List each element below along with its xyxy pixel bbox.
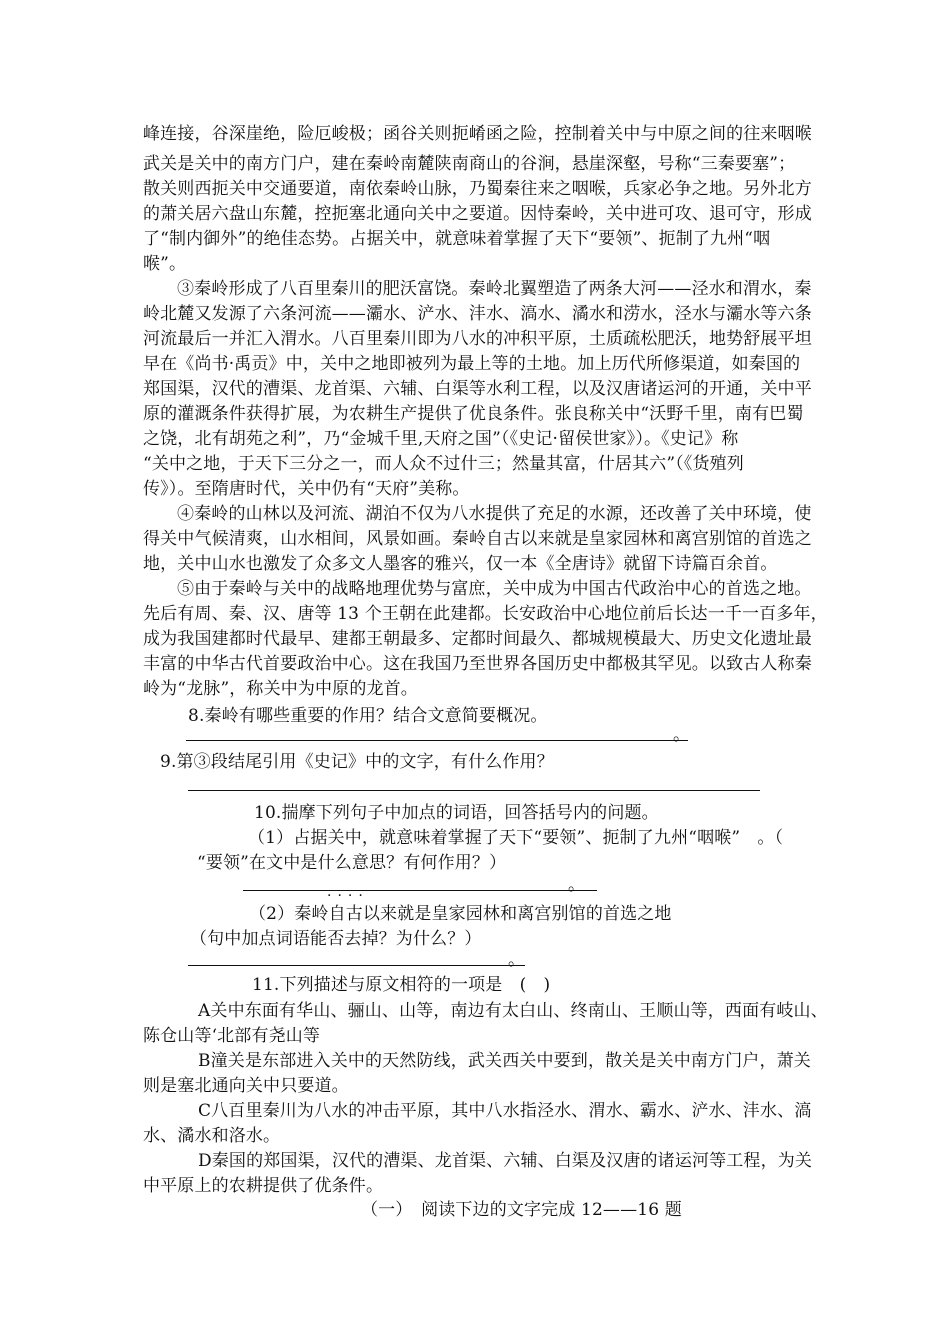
option-c-cont: 水、潏水和洛水。 [143, 1126, 281, 1146]
passage-line: 传》）。至隋唐时代，关中仍有“天府”美称。 [143, 479, 470, 499]
option-d: D秦国的郑国渠，汉代的漕渠、龙首渠、六辅、白渠及汉唐的诸运河等工程，为关 [198, 1151, 813, 1171]
question-11: 11.下列描述与原文相符的一项是 ( ) [252, 975, 551, 995]
passage-line: 早在《尚书·禹贡》中，关中之地即被列为最上等的土地。加上历代所修渠道，如秦国的 [143, 354, 801, 374]
answer-line-q10-2 [188, 965, 525, 966]
answer-line-end-mark: 。 [673, 725, 691, 745]
passage-line: 郑国渠，汉代的漕渠、龙首渠、六辅、白渠等水利工程，以及汉唐诸运河的开通，关中平 [143, 379, 812, 399]
emphasis-dots: ···· [327, 888, 369, 904]
passage-line: 地，关中山水也激发了众多文人墨客的雅兴，仅一本《全唐诗》就留下诗篇百余首。 [143, 554, 778, 574]
passage-line: ⑤由于秦岭与关中的战略地理优势与富庶，关中成为中国古代政治中心的首选之地。 [177, 579, 812, 599]
passage-line: 原的灌溉条件获得扩展，为农耕生产提供了优良条件。张良称关中“沃野千里，南有巴蜀 [143, 404, 804, 424]
answer-line-q10-1 [243, 890, 597, 891]
answer-line-q9 [188, 790, 760, 791]
passage-line: 成为我国建都时代最早、建都王朝最多、定都时间最久、都城规模最大、历史文化遗址最 [143, 629, 812, 649]
answer-line-q8 [186, 740, 688, 741]
passage-line: 河流最后一并汇入渭水。八百里秦川即为八水的冲积平原，土质疏松肥沃，地势舒展平坦 [143, 329, 812, 349]
passage-line: 岭北麓又发源了六条河流——灞水、浐水、沣水、滈水、潏水和涝水，泾水与灞水等六条 [143, 304, 812, 324]
question-10: 10.揣摩下列句子中加点的词语，回答括号内的问题。 [254, 803, 659, 823]
question-10-item-2-prompt: （句中加点词语能否去掉？为什么？） [190, 929, 482, 949]
passage-line: 散关则西扼关中交通要道，南依秦岭山脉，乃蜀秦往来之咽喉，兵家必争之地。另外北方 [143, 179, 812, 199]
passage-line: 喉”。 [143, 254, 187, 274]
section-heading: （一） 阅读下边的文字完成 12——16 题 [361, 1200, 682, 1220]
option-a-cont: 陈仓山等‘北部有尧山等 [143, 1026, 321, 1046]
question-10-item-2: （2）秦岭自古以来就是皇家园林和离宫别馆的首选之地 [249, 904, 672, 924]
question-10-item-1-prompt: “要领”在文中是什么意思？有何作用？） [197, 853, 507, 873]
option-b: B潼关是东部进入关中的天然防线，武关西关中要到，散关是关中南方门户，萧关 [198, 1051, 811, 1071]
option-b-cont: 则是塞北通向关中只要道。 [143, 1076, 349, 1096]
passage-line: 得关中气候清爽，山水相间，风景如画。秦岭自古以来就是皇家园林和离宫别馆的首选之 [143, 529, 812, 549]
passage-line: 武关是关中的南方门户，建在秦岭南麓陕南商山的谷涧，悬崖深壑，号称“三秦要塞”； [143, 154, 796, 174]
passage-line: 岭为“龙脉”，称关中为中原的龙首。 [143, 679, 418, 699]
question-8: 8.秦岭有哪些重要的作用？结合文意简要概况。 [188, 706, 548, 726]
option-d-cont: 中平原上的农耕提供了优条件。 [143, 1176, 384, 1196]
passage-line: 的萧关居六盘山东麓，控扼塞北通向关中之要道。因恃秦岭，关中进可攻、退可守，形成 [143, 204, 812, 224]
passage-line: ③秦岭形成了八百里秦川的肥沃富饶。秦岭北翼塑造了两条大河——泾水和渭水，秦 [177, 279, 812, 299]
passage-line: 先后有周、秦、汉、唐等 13 个王朝在此建都。长安政治中心地位前后长达一千一百多年， [143, 604, 828, 624]
option-a: A关中东面有华山、骊山、山等，南边有太白山、终南山、王顺山等，西面有岐山、 [198, 1001, 828, 1021]
passage-line: 丰富的中华古代首要政治中心。这在我国乃至世界各国历史中都极其罕见。以致古人称秦 [143, 654, 812, 674]
passage-line: 峰连接，谷深崖绝，险厄峻极；函谷关则扼崤函之险，控制着关中与中原之间的往来咽喉 [143, 124, 812, 144]
answer-line-end-mark: 。 [568, 875, 586, 895]
answer-line-end-mark: 。 [508, 950, 526, 970]
passage-line: “关中之地，于天下三分之一，而人众不过什三；然量其富，什居其六”（《货殖列 [143, 454, 744, 474]
passage-line: 了“制内御外”的绝佳态势。占据关中，就意味着掌握了天下“要领”、扼制了九州“咽 [143, 229, 771, 249]
question-9: 9.第③段结尾引用《史记》中的文字，有什么作用？ [160, 752, 554, 772]
option-c: C八百里秦川为八水的冲击平原，其中八水指泾水、渭水、霸水、浐水、沣水、滈 [198, 1101, 812, 1121]
passage-line: ④秦岭的山林以及河流、湖泊不仅为八水提供了充足的水源，还改善了关中环境，使 [177, 504, 812, 524]
passage-line: 之饶，北有胡苑之利”，乃“金城千里,天府之国”（《史记·留侯世家》）。《史记》称 [143, 429, 739, 449]
question-10-item-1: （1）占据关中，就意味着掌握了天下“要领”、扼制了九州“咽喉” 。（ [248, 828, 784, 848]
